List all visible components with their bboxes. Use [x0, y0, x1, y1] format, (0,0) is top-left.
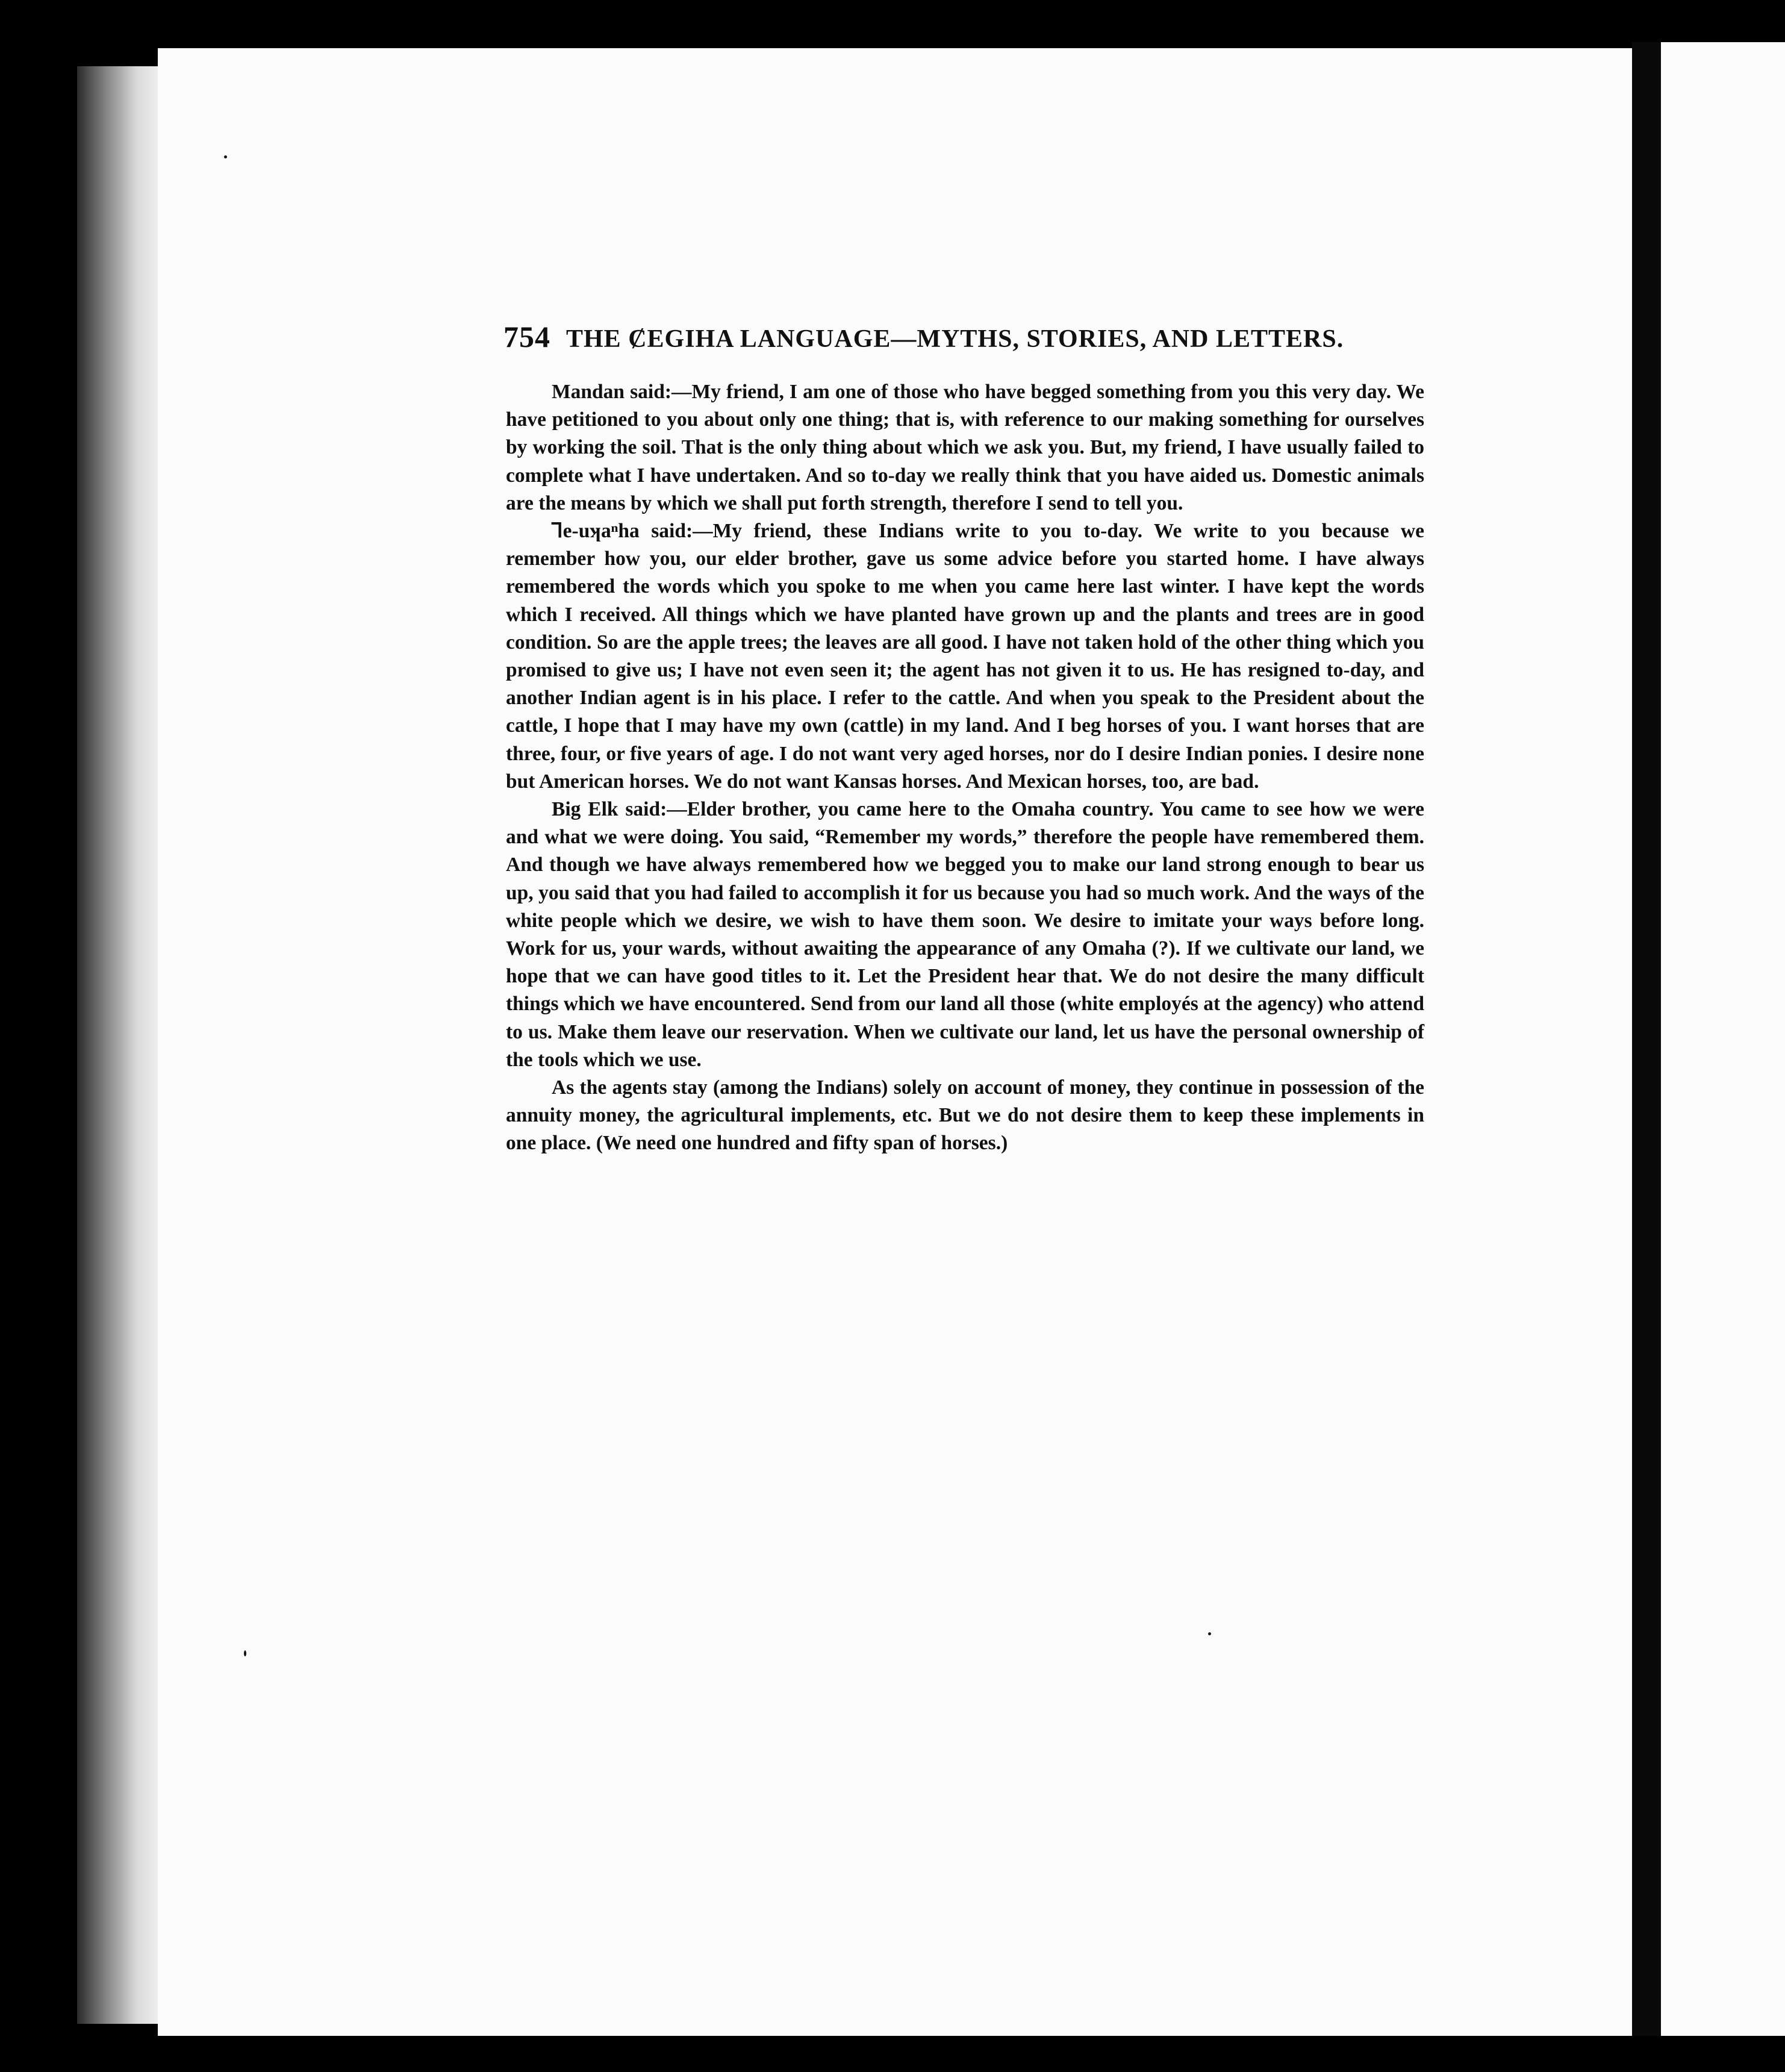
book-page-edges	[77, 66, 161, 2024]
paragraph-mandan: Mandan said:—My friend, I am one of those who have begged something from you this very day. We have petitioned to you about only one thing; that is, with reference to our making something for ourselves by working the soil. That is the only thing about which we ask you. But, my friend, I have usually failed to complete what I have undertaken. And so to-day we really think that you have aided us. Domestic animals are the means by which we shall put forth strength, therefore I send to tell you.	[506, 381, 1424, 514]
body-text	[506, 378, 1424, 1158]
paragraph-te-uqanha: Ꞁe-uʞaⁿha said:—My friend, these Indians write to you to-day. We write to you because we remember how you, our elder brother, gave us some advice before you started home. I have always remembered the words which you spoke to me when you came here last winter. I have kept the words which I received. All things which we have planted have grown up and the plants and trees are in good condition. So are the apple trees; the leaves are all good. I have not taken hold of the other thing which you promised to give us; I have not even seen it; the agent has not given it to us. He has resigned to-day, and another Indian agent is in his place. I refer to the cattle. And when you speak to the President about the cattle, I hope that I may have my own (cattle) in my land. And I beg horses of you. I want horses that are three, four, or five years of age. I do not want very aged horses, nor do I desire Indian ponies. I desire none but American horses. We do not want Kansas horses. And Mexican horses, too, are bad.	[506, 520, 1424, 793]
page-number: 754	[503, 320, 550, 354]
paragraph-agents: As the agents stay (among the Indians) solely on account of money, they continue in possession of the annuity money, the agricultural implements, etc. But we do not desire them to keep these implements in one place. (We need one hundred and fifty span of horses.)	[506, 1076, 1424, 1155]
book-gutter	[1632, 42, 1661, 2036]
running-title: THE ȻEGIHA LANGUAGE—MYTHS, STORIES, AND LETTERS.	[566, 325, 1344, 353]
facing-page	[1661, 42, 1785, 2036]
scan-speck	[224, 155, 227, 158]
paragraph-big-elk: Big Elk said:—Elder brother, you came here to the Omaha country. You came to see how we were and what we were doing. You said, “Remember my words,” therefore the people have remembered them. And though we have always remembered how we begged you to make our land strong enough to bear us up, you said that you had failed to accomplish it for us because you had so much work. And the ways of the white people which we desire, we wish to have them soon. We desire to imitate your ways before long. Work for us, your wards, without awaiting the appearance of any Omaha (?). If we cultivate our land, we hope that we can have good titles to it. Let the President hear that. We do not desire the many difficult things which we have encountered. Send from our land all those (white employés at the agency) who attend to us. Make them leave our reservation. When we cultivate our land, let us have the personal ownership of the tools which we use.	[506, 798, 1424, 1071]
scan-speck	[1208, 1632, 1211, 1635]
scan-speck	[244, 1650, 246, 1656]
running-head	[503, 319, 1419, 361]
